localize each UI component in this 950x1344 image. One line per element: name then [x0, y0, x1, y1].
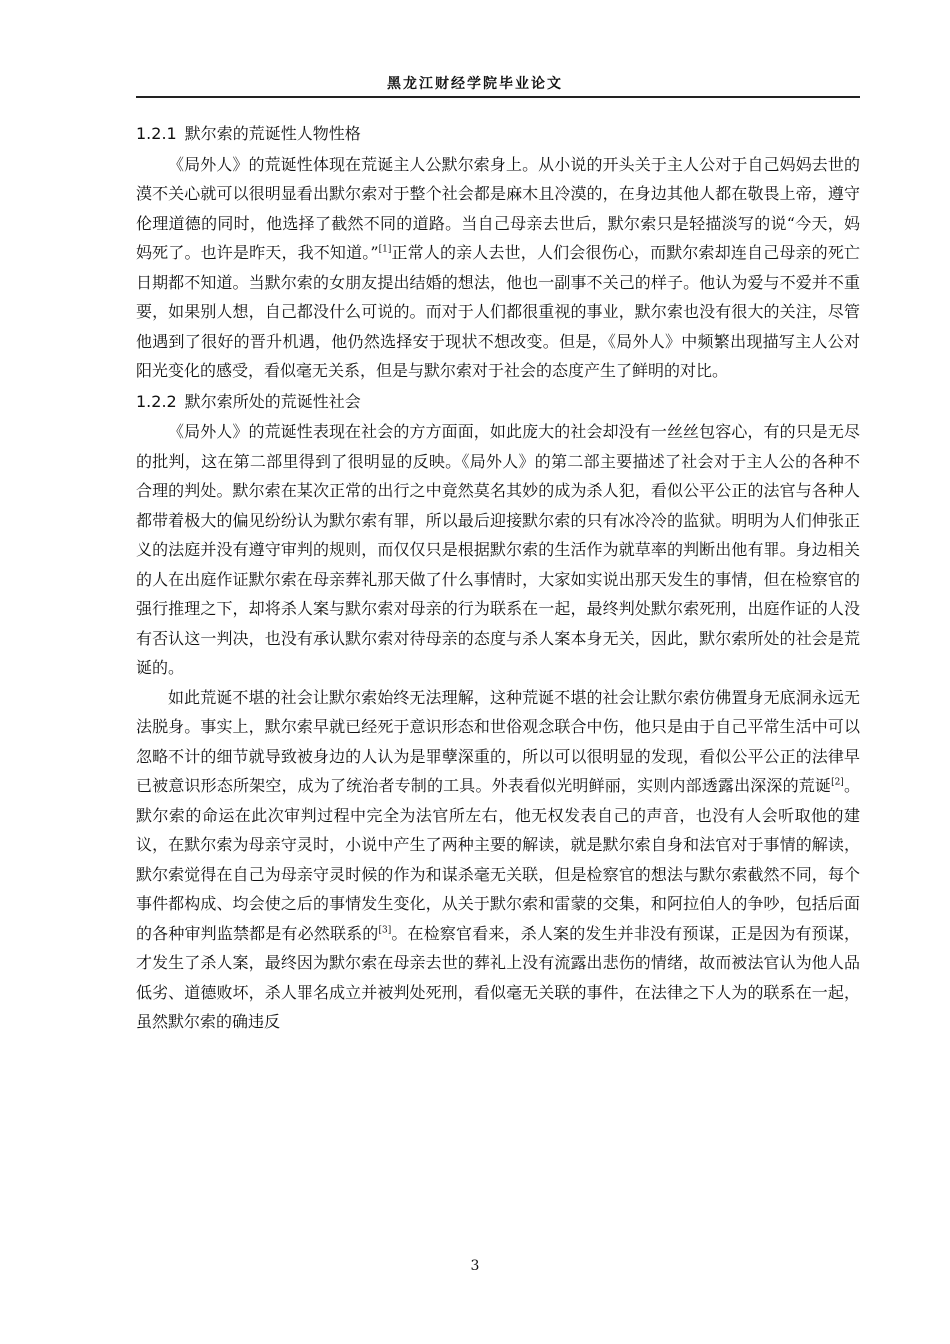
paragraph-text: 。在检察官看来，杀人案的发生并非没有预谋，正是因为有预谋，才发生了杀人案，最终因为默尔索在母亲去世的葬礼上没有流露出悲伤的情绪，故而被法官认为他人品低劣、道德败坏，杀人罪名成立并被判处死刑，看似毫无关联的事件，在法律之下人为的联系在一起，虽然默尔索的确违反	[136, 923, 860, 1031]
citation-marker: [3]	[378, 925, 392, 936]
section-heading-1-2-1	[136, 118, 860, 150]
header-divider	[136, 96, 860, 98]
paragraph-text: 。默尔索的命运在此次审判过程中完全为法官所左右，他无权发表自己的声音，也没有人会听取他的建议，在默尔索为母亲守灵时，小说中产生了两种主要的解读，就是默尔索自身和法官对于事情的解读，默尔索觉得在自己为母亲守灵时候的作为和谋杀毫无关联，但是检察官的想法与默尔索截然不同，每个事件都构成、均会使之后的事情发生变化，从关于默尔索和雷蒙的交集，和阿拉伯人的争吵，包括后面的各种审判监禁都是有必然联系的	[136, 776, 860, 943]
page-header-title: 黑龙江财经学院毕业论文	[387, 76, 563, 92]
section-number: 1.2.2	[136, 391, 177, 411]
paragraph-text: 如此荒诞不堪的社会让默尔索始终无法理解，这种荒诞不堪的社会让默尔索仿佛置身无底洞永远无法脱身。事实上，默尔索早就已经死于意识形态和世俗观念联合中伤，他只是由于自己平常生活中可以忽略不计的细节就导致被身边的人认为是罪孽深重的，所以可以很明显的发现，看似公平公正的法律早已被意识形态所架空，成为了统治者专制的工具。外表看似光明鲜丽，实则内部透露出深深的荒诞	[136, 687, 860, 795]
section-title: 默尔索的荒诞性人物性格	[184, 124, 361, 143]
section-title: 默尔索所处的荒诞性社会	[184, 391, 361, 411]
citation-marker: [2]	[831, 777, 844, 788]
paragraph-text: 《局外人》的荒诞性体现在荒诞主人公默尔索身上。从小说的开头关于主人公对于自己妈妈去世的漠不关心就可以很明显看出默尔索对于整个社会都是麻木且冷漠的，在身边其他人都在敬畏上帝，遵守伦理道德的同时，他选择了截然不同的道路。当自己母亲去世后，默尔索只是轻描淡写的说“今天，妈妈死了。也许是昨天，我不知道。”	[136, 154, 860, 262]
paragraph	[136, 150, 860, 386]
document-body	[136, 118, 860, 1037]
paragraph-text: 正常人的亲人去世，人们会很伤心，而默尔索却连自己母亲的死亡日期都不知道。当默尔索的女朋友提出结婚的想法，他也一副事不关己的样子。他认为爱与不爱并不重要，如果别人想，自己都没什么可说的。而对于人们都很重视的事业，默尔索也没有很大的关注，尽管他遇到了很好的晋升机遇，他仍然选择安于现状不想改变。但是，《局外人》中频繁出现描写主人公对阳光变化的感受，看似毫无关系，但是与默尔索对于社会的态度产生了鲜明的对比。	[136, 243, 860, 380]
paragraph: 《局外人》的荒诞性表现在社会的方方面面，如此庞大的社会却没有一丝丝包容心，有的只是无尽的批判，这在第二部里得到了很明显的反映。《局外人》的第二部主要描述了社会对于主人公的各种不合理的判处。默尔索在某次正常的出行之中竟然莫名其妙的成为杀人犯，看似公平公正的法官与各种人都带着极大的偏见纷纷认为默尔索有罪，所以最后迎接默尔索的只有冰冷冷的监狱。明明为人们伸张正义的法庭并没有遵守审判的规则，而仅仅只是根据默尔索的生活作为就草率的判断出他有罪。身边相关的人在出庭作证默尔索在母亲葬礼那天做了什么事情时，大家如实说出那天发生的事情，但在检察官的强行推理之下，却将杀人案与默尔索对母亲的行为联系在一起，最终判处默尔索死刑，出庭作证的人没有否认这一判决，也没有承认默尔索对待母亲的态度与杀人案本身无关，因此，默尔索所处的社会是荒诞的。	[136, 422, 860, 677]
page-number: 3	[470, 1258, 480, 1274]
section-number: 1.2.1	[136, 124, 177, 143]
citation-marker: [1]	[378, 244, 392, 255]
paragraph	[136, 683, 860, 1037]
section-heading-1-2-2	[136, 386, 860, 418]
